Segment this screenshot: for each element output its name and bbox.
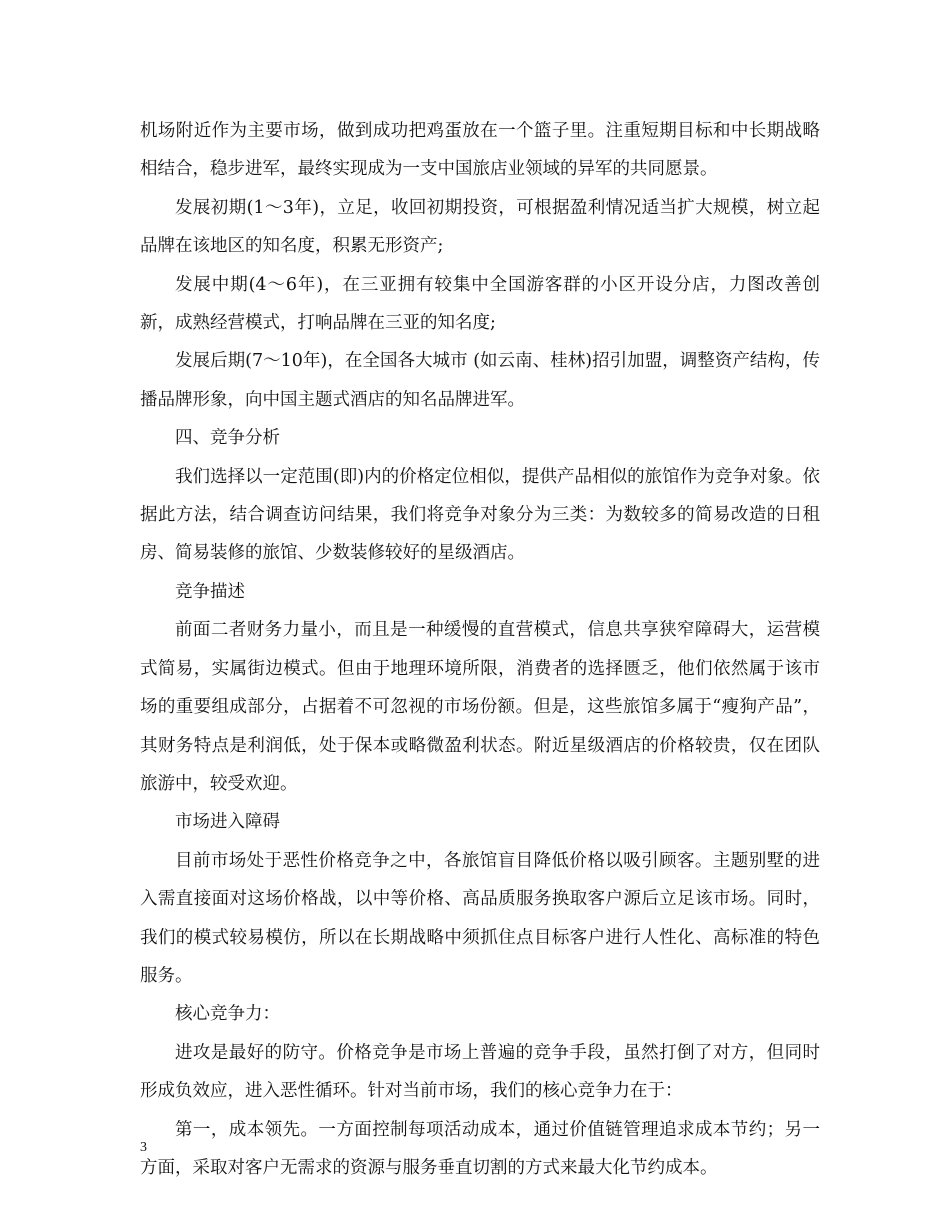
page-number: 3 <box>140 1140 147 1155</box>
paragraph-8: 前面二者财务力量小，而且是一种缓慢的直营模式，信息共享狭窄障碍大，运营模式简易，实属街边模式。但由于地理环境所限，消费者的选择匮乏，他们依然属于该市场的重要组成部分，占据着不可忽视的市场份额。但是，这些旅馆多属于“瘦狗产品”，其财务特点是利润低，处于保本或略微盈利状态。附近星级酒店的价格较贵，仅在团队旅游中，较受欢迎。 <box>140 620 820 794</box>
paragraph-1: 机场附近作为主要市场，做到成功把鸡蛋放在一个篮子里。注重短期目标和中长期战略相结合，稳步进军，最终实现成为一支中国旅店业领域的异军的共同愿景。 <box>140 121 820 180</box>
paragraph-13: 第一，成本领先。一方面控制每项活动成本，通过价值链管理追求成本节约；另一方面，采取对客户无需求的资源与服务垂直切割的方式来最大化节约成本。 <box>140 1119 820 1178</box>
section-heading-competition-analysis: 四、竞争分析 <box>175 428 280 449</box>
subheading-competition-description: 竞争描述 <box>175 581 245 602</box>
paragraph-4: 发展后期(7～10年)，在全国各大城市 (如云南、桂林)招引加盟，调整资产结构，传播品牌形象，向中国主题式酒店的知名品牌进军。 <box>140 351 820 410</box>
paragraph-10: 目前市场处于恶性价格竞争之中，各旅馆盲目降低价格以吸引顾客。主题别墅的进入需直接面对这场价格战，以中等价格、高品质服务换取客户源后立足该市场。同时，我们的模式较易模仿，所以在长期战略中须抓住点目标客户进行人性化、高标准的特色服务。 <box>140 850 820 986</box>
paragraph-6: 我们选择以一定范围(即)内的价格定位相似，提供产品相似的旅馆作为竞争对象。依据此方法，结合调查访问结果，我们将竞争对象分为三类：为数较多的简易改造的日租房、简易装修的旅馆、少数装修较好的星级酒店。 <box>140 466 820 564</box>
paragraph-3: 发展中期(4～6年)，在三亚拥有较集中全国游客群的小区开设分店，力图改善创新，成熟经营模式，打响品牌在三亚的知名度; <box>140 274 820 334</box>
subheading-market-entry-barriers: 市场进入障碍 <box>175 812 280 833</box>
subheading-core-competitiveness: 核心竞争力： <box>175 1004 280 1025</box>
paragraph-2: 发展初期(1～3年)，立足，收回初期投资，可根据盈利情况适当扩大规模，树立起品牌在该地区的知名度，积累无形资产; <box>140 197 820 257</box>
document-body <box>140 112 820 1187</box>
paragraph-12: 进攻是最好的防守。价格竞争是市场上普遍的竞争手段，虽然打倒了对方，但同时形成负效应，进入恶性循环。针对当前市场，我们的核心竞争力在于： <box>140 1042 820 1102</box>
